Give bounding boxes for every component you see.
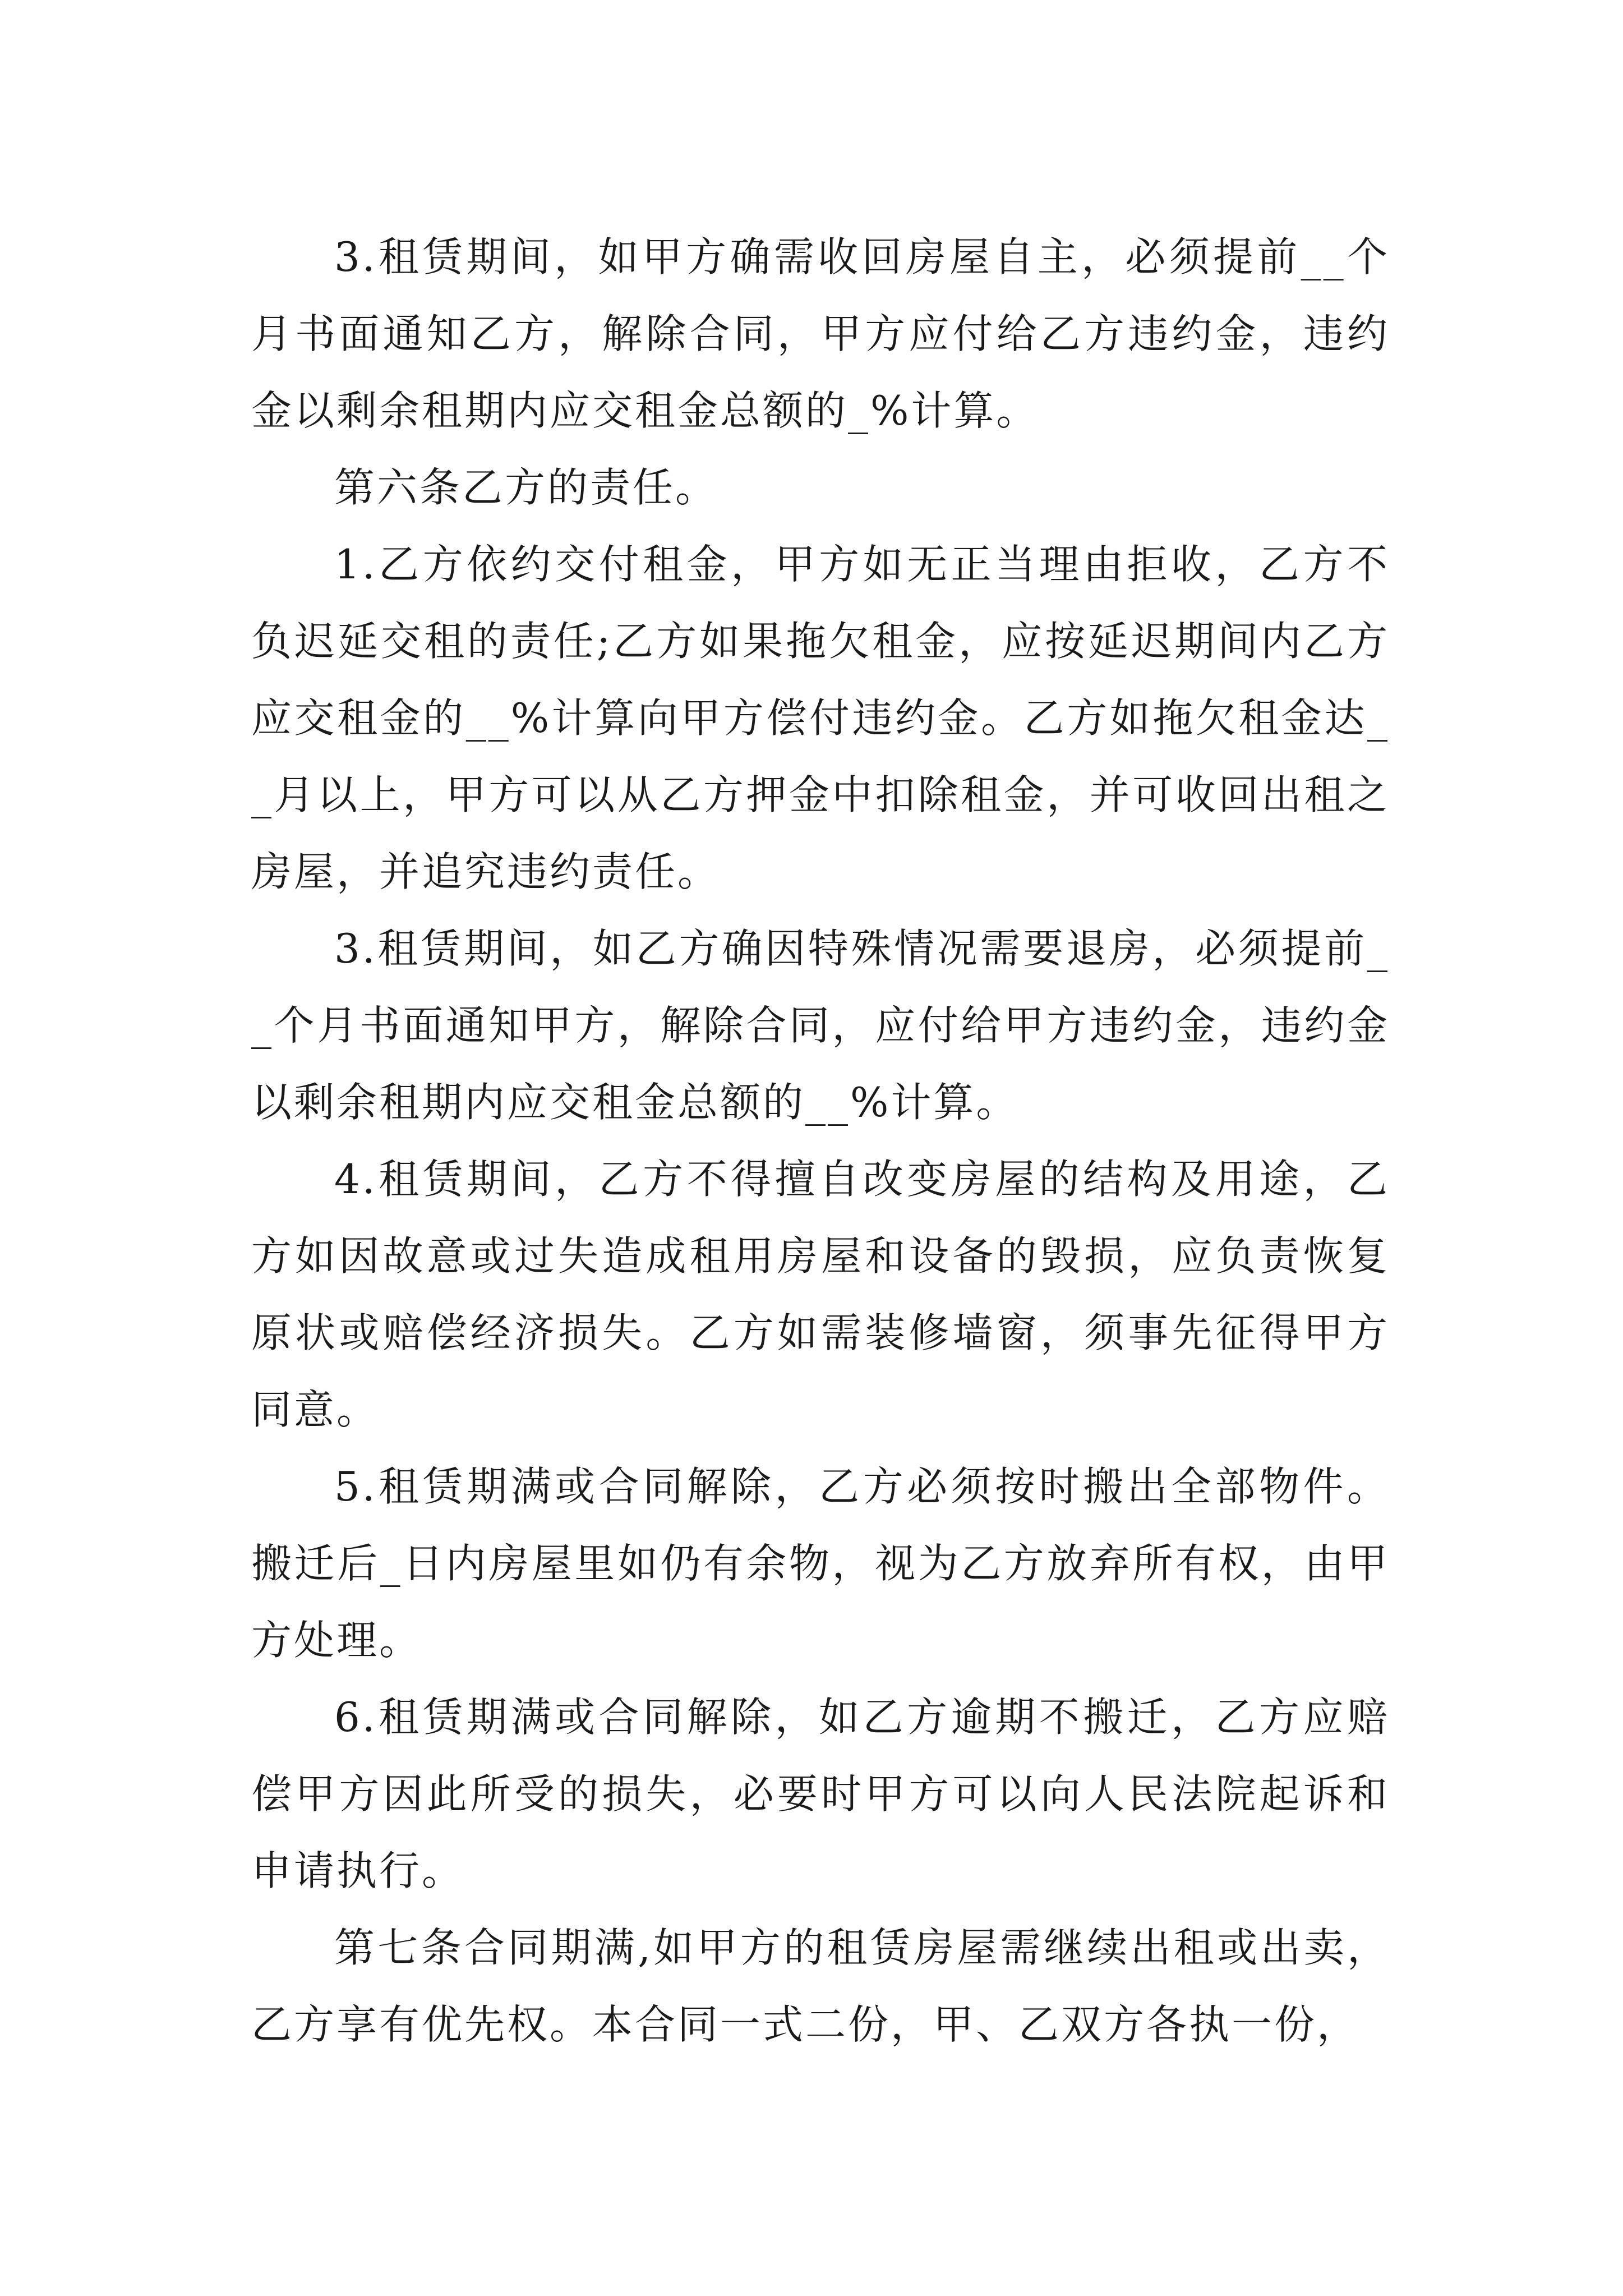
paragraph-clause-6-4: 4.租赁期间，乙方不得擅自改变房屋的结构及用途，乙方如因故意或过失造成租用房屋和设备的毁损，应负责恢复原状或赔偿经济损失。乙方如需装修墙窗，须事先征得甲方同意。 [251, 1156, 1390, 1433]
paragraph-article-7: 第七条合同期满,如甲方的租赁房屋需继续出租或出卖，乙方享有优先权。本合同一式二份，甲、乙双方各执一份， [251, 1924, 1390, 2048]
paragraph-clause-6-6: 6.租赁期满或合同解除，如乙方逾期不搬迁，乙方应赔偿甲方因此所受的损失，必要时甲方可以向人民法院起诉和申请执行。 [251, 1694, 1390, 1894]
paragraph-clause-5-3: 3.租赁期间，如甲方确需收回房屋自主，必须提前__个月书面通知乙方，解除合同，甲方应付给乙方违约金，违约金以剩余租期内应交租金总额的_%计算。 [251, 233, 1390, 434]
paragraph-clause-6-5: 5.租赁期满或合同解除，乙方必须按时搬出全部物件。搬迁后_日内房屋里如仍有余物，视为乙方放弃所有权，由甲方处理。 [251, 1463, 1390, 1664]
section-heading-article-6: 第六条乙方的责任。 [334, 464, 718, 511]
document-body [251, 219, 1390, 2063]
paragraph-clause-6-3: 3.租赁期间，如乙方确因特殊情况需要退房，必须提前__个月书面通知甲方，解除合同，应付给甲方违约金，违约金以剩余租期内应交租金总额的__%计算。 [251, 925, 1390, 1126]
paragraph-clause-6-1: 1.乙方依约交付租金，甲方如无正当理由拒收，乙方不负迟延交租的责任;乙方如果拖欠租金，应按延迟期间内乙方应交租金的__%计算向甲方偿付违约金。乙方如拖欠租金达__月以上，甲方可以从乙方押金中扣除租金，并可收回出租之房屋，并追究违约责任。 [251, 541, 1390, 895]
